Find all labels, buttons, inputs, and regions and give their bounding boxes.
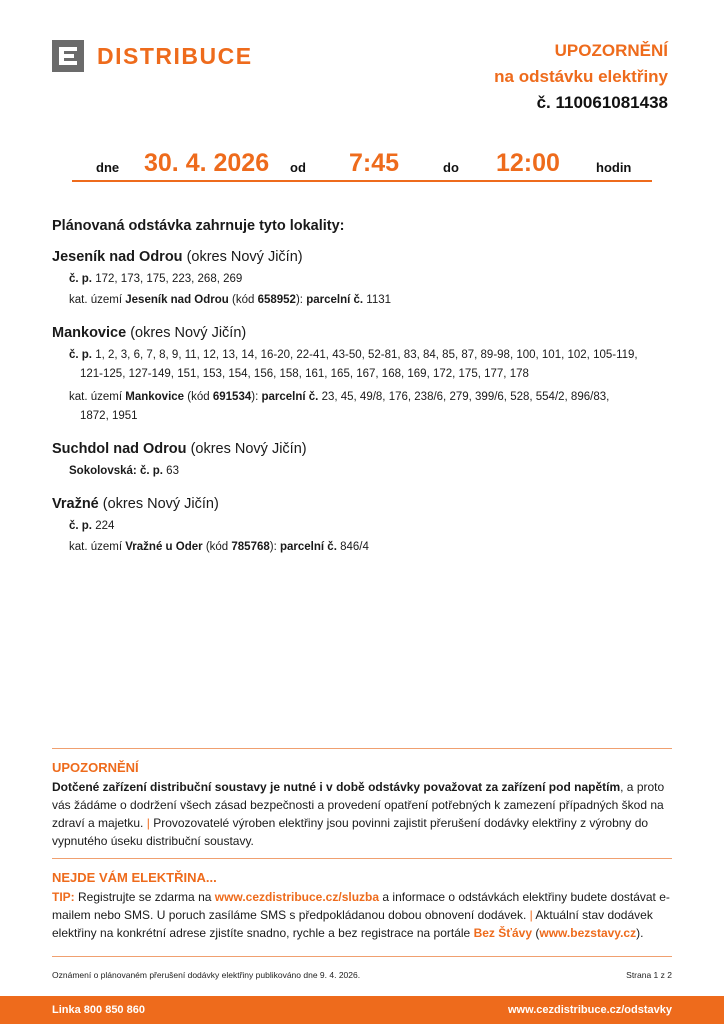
footer-website-link[interactable]: www.cezdistribuce.cz/odstavky [507,1004,672,1016]
warning-bold-text: Dotčené zařízení distribuční soustavy je nutné i v době odstávky považovat za zařízení pod napětím [52,780,621,794]
locations-section [52,218,677,569]
tip-label: TIP: [52,890,75,904]
cez-logo-icon [52,40,84,72]
kod-label: (kód [232,294,255,306]
divider [52,858,672,859]
warning-title: UPOZORNĚNÍ [52,760,139,775]
brand-name: DISTRIBUCE [97,42,253,69]
parcel-list: 1131 [366,294,392,306]
kat-name: Mankovice [125,391,185,403]
tip-text-1: Registrujte se zdarma na [78,890,212,904]
notice-title: UPOZORNĚNÍ [554,41,668,60]
parcel-label: parcelní č. [261,391,319,403]
location-mankovice [52,322,677,426]
kod-suffix: ): [295,294,303,306]
location-district: (okres Nový Jičín) [186,249,303,265]
bezstavy-link[interactable]: www.bezstavy.cz [539,926,637,940]
kod-label: (kód [205,541,229,553]
separator: | [146,816,150,830]
cp-list: 172, 173, 175, 223, 268, 269 [95,273,243,285]
page-number: Strana 1 z 2 [626,970,672,980]
kat-label: kat. území [69,294,123,306]
cp-label: č. p. [139,465,163,477]
locations-intro: Plánovaná odstávka zahrnuje tyto lokality: [52,218,345,234]
from-label: od [290,160,306,175]
kod-value: 658952 [257,294,296,306]
cp-label: č. p. [69,349,93,361]
kod-value: 691534 [212,391,252,403]
hotline[interactable]: Linka 800 850 860 [52,1004,145,1016]
notice-number: č. 110061081438 [536,93,668,112]
separator: | [529,908,533,922]
parcel-list: 23, 45, 49/8, 176, 238/6, 279, 399/6, 528, 554/2, 896/83, [321,391,610,403]
tip-text [52,888,677,942]
cp-list: 1, 2, 3, 6, 7, 8, 9, 11, 12, 13, 14, 16-20, 22-41, 43-50, 52-81, 83, 84, 85, 87, 89-98, 100, 101, 102, 105-119, [95,349,638,361]
footer-bar [0,996,724,1024]
cp-list: 63 [166,465,179,477]
kod-value: 785768 [231,541,270,553]
cp-label: č. p. [69,520,93,532]
street-name: Sokolovská: [69,465,137,477]
safety-warning [52,758,677,850]
kod-label: (kód [187,391,210,403]
portal-name: Bez Šťávy [473,926,533,940]
cp-list-cont: 121-125, 127-149, 151, 153, 154, 156, 158, 161, 165, 167, 168, 169, 172, 175, 177, 178 [80,368,529,380]
location-suchdol [52,438,677,481]
to-label: do [443,160,459,175]
warning-text [52,778,677,850]
outage-start-time: 7:45 [349,149,400,177]
parcel-list-cont: 1872, 1951 [80,410,138,422]
cp-list: 224 [95,520,115,532]
parcel-label: parcelní č. [280,541,337,553]
kat-name: Vražné u Oder [125,541,203,553]
kat-label: kat. území [69,391,123,403]
tip-text-3: Aktuální stav dodávek elektřiny na konkrétní adrese zjistíte snadno, rychle a bez registrace na portále [52,908,653,940]
no-power-title: NEJDE VÁM ELEKTŘINA... [52,870,217,885]
registration-link[interactable]: www.cezdistribuce.cz/sluzba [214,890,380,904]
warning-text-1: , a proto vás žádáme o dodržení všech zásad bezpečnosti a provedení opatření potřebných k zamezení případných škod na zdraví a majetku. [52,780,665,830]
kat-label: kat. území [69,541,123,553]
kod-suffix: ): [269,541,277,553]
divider [52,956,672,957]
outage-schedule [72,146,652,182]
location-jesenik [52,246,677,310]
notice-subtitle: na odstávku elektřiny [494,67,668,86]
location-name: Vražné [52,496,99,512]
tip-text-2: a informace o odstávkách elektřiny budete dostávat e-mailem nebo SMS. U poruch zasíláme SMS s předpokládanou dobou obnovení dodávek. [52,890,670,922]
cp-label: č. p. [69,273,93,285]
location-name: Jeseník nad Odrou [52,249,183,265]
notice-header [494,38,668,116]
hours-label: hodin [596,160,632,175]
location-district: (okres Nový Jičín) [130,325,247,341]
parcel-label: parcelní č. [306,294,364,306]
divider [52,748,672,749]
location-name: Mankovice [52,325,127,341]
paren-close: ). [636,926,644,940]
kat-name: Jeseník nad Odrou [125,294,229,306]
cez-logo [52,40,253,72]
location-name: Suchdol nad Odrou [52,441,187,457]
kod-suffix: ): [251,391,259,403]
outage-date: 30. 4. 2026 [144,149,270,177]
date-label: dne [96,160,120,175]
location-district: (okres Nový Jičín) [102,496,219,512]
no-power-section [52,868,677,942]
warning-text-2: Provozovatelé výroben elektřiny jsou povinni zajistit přerušení dodávky elektřiny z výrobny do vypnutého úseku distribuční soustavy. [52,816,649,848]
outage-end-time: 12:00 [496,149,560,177]
paren-open: ( [535,926,540,940]
publication-note: Oznámení o plánovaném přerušení dodávky elektřiny publikováno dne 9. 4. 2026. [52,970,361,980]
parcel-list: 846/4 [340,541,369,553]
location-district: (okres Nový Jičín) [190,441,307,457]
location-vrazne [52,493,677,557]
